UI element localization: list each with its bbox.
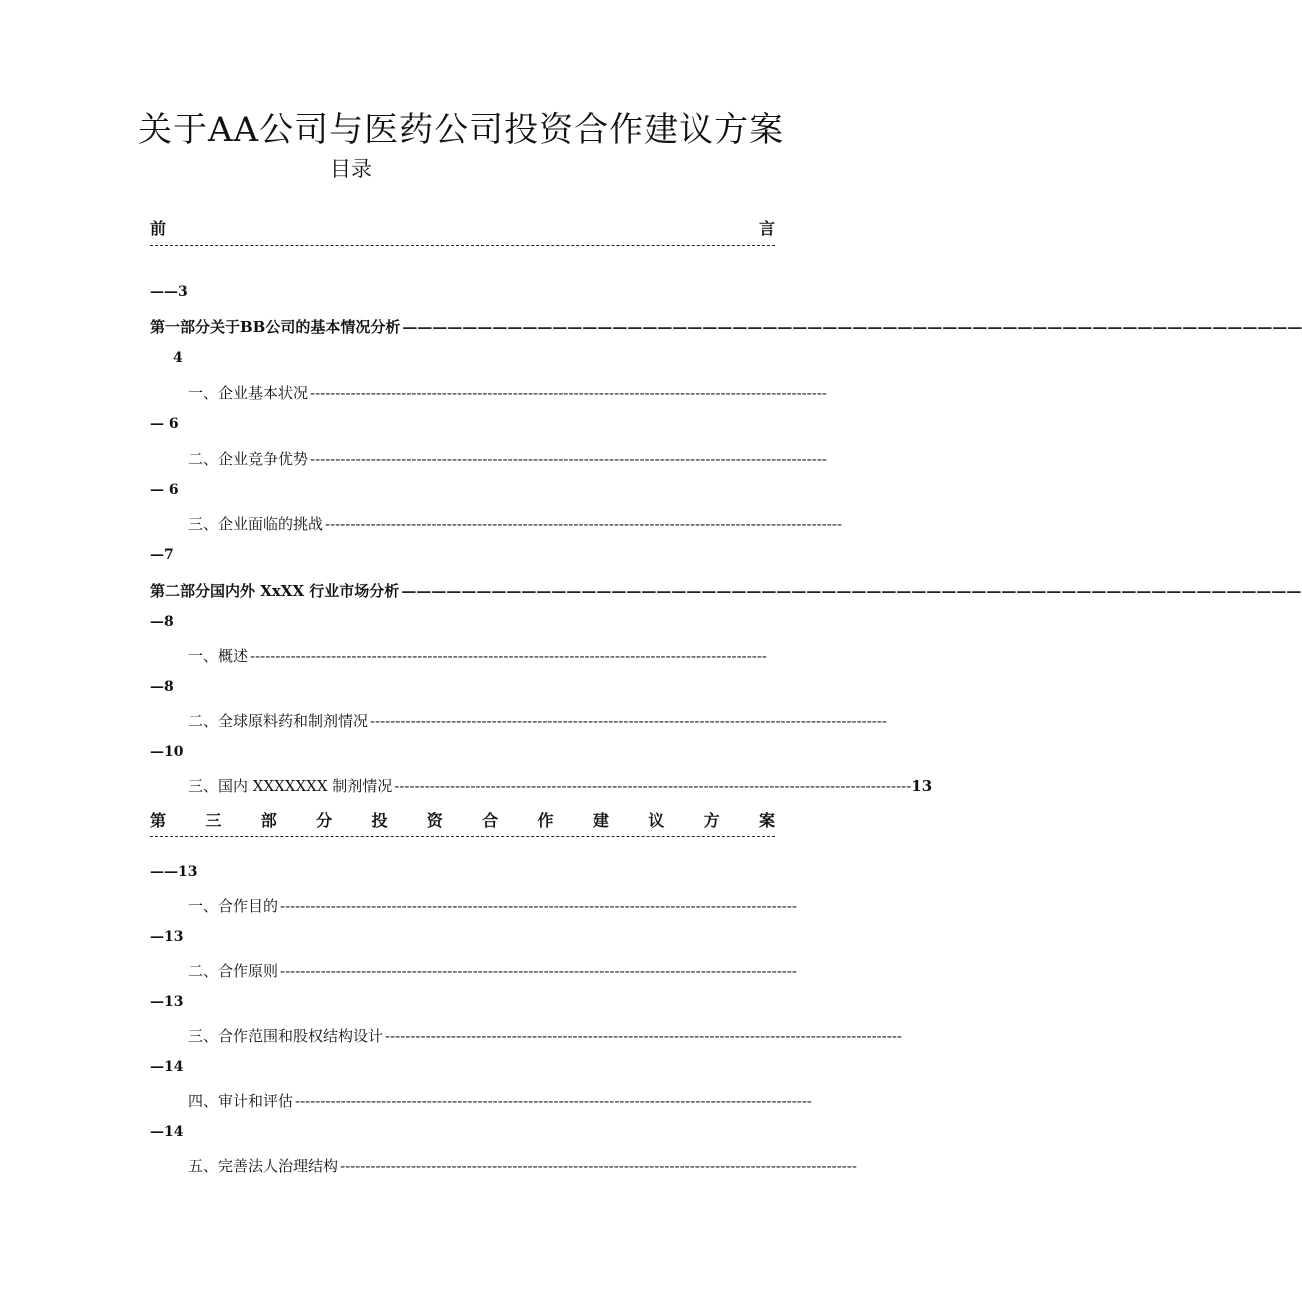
leader-dashes: ------------------------------------------------------------------------------------------------------ xyxy=(250,647,767,665)
toc-entry xyxy=(188,960,797,981)
leader-dashes: ------------------------------------------------------------------------------------------------------ xyxy=(280,897,797,915)
toc-entry xyxy=(188,775,933,796)
toc-label: 二、企业竞争优势 xyxy=(188,450,309,468)
toc-label: 三、国内 XXXXXXX 制剂情况 xyxy=(188,777,393,795)
leader-dashes: ------------------------------------------------------------------------------------------------------ xyxy=(325,515,842,533)
toc-label: 一、概述 xyxy=(188,647,249,665)
leader-line xyxy=(150,245,775,246)
toc-entry-part3 xyxy=(150,808,775,831)
leader-dashes: ------------------------------------------------------------------------------------------------------ xyxy=(394,777,912,795)
document-title: 关于AA公司与医药公司投资合作建议方案 xyxy=(138,110,785,150)
part3-char: 议 xyxy=(648,811,665,830)
toc-entry xyxy=(188,513,842,534)
leader-dashes: ------------------------------------------------------------------------------------------------------ xyxy=(340,1157,857,1175)
leader-line xyxy=(150,836,775,837)
toc-label: 二、合作原则 xyxy=(188,962,279,980)
toc-entry xyxy=(188,382,827,403)
part3-char: 方 xyxy=(703,811,720,830)
toc-page-number: —13 xyxy=(150,929,184,945)
toc-entry xyxy=(188,448,827,469)
toc-entry-part2 xyxy=(150,580,1302,601)
toc-page-number: —8 xyxy=(150,614,174,630)
toc-label: 二、全球原料药和制剂情况 xyxy=(188,712,369,730)
toc-label: 三、合作范围和股权结构设计 xyxy=(188,1027,384,1045)
part3-char: 案 xyxy=(758,811,775,830)
leader-dashes: ———————————————————————————————————————————————————————————— xyxy=(401,582,1302,600)
part3-char: 资 xyxy=(426,811,443,830)
toc-page-number: —7 xyxy=(150,547,174,563)
toc-label: 第二部分国内外 XxXX 行业市场分析 xyxy=(150,582,400,600)
leader-dashes: ------------------------------------------------------------------------------------------------------ xyxy=(310,450,827,468)
toc-page-number: —14 xyxy=(150,1124,184,1140)
toc-page-number: 13 xyxy=(911,777,933,795)
leader-dashes: ------------------------------------------------------------------------------------------------------ xyxy=(295,1092,812,1110)
part3-char: 合 xyxy=(482,811,499,830)
toc-page-number: — 6 xyxy=(150,416,179,432)
toc-entry-preface xyxy=(150,216,775,239)
toc-page-number: — 6 xyxy=(150,482,179,498)
preface-char: 前 xyxy=(150,219,167,238)
part3-char: 建 xyxy=(592,811,609,830)
part3-char: 作 xyxy=(537,811,554,830)
toc-label: 一、合作目的 xyxy=(188,897,279,915)
toc-heading: 目录 xyxy=(330,157,372,181)
toc-entry-part1 xyxy=(150,316,1302,337)
leader-dashes: ------------------------------------------------------------------------------------------------------ xyxy=(370,712,887,730)
toc-page-number: ——13 xyxy=(150,864,198,880)
part3-char: 投 xyxy=(371,811,388,830)
leader-dashes: ------------------------------------------------------------------------------------------------------ xyxy=(310,384,827,402)
part3-char: 分 xyxy=(316,811,333,830)
toc-page-number: ——3 xyxy=(150,284,188,300)
toc-entry xyxy=(188,645,775,666)
toc-page-number: —10 xyxy=(150,744,184,760)
toc-page-number: 4 xyxy=(173,350,183,366)
leader-dashes: ------------------------------------------------------------------------------------------------------ xyxy=(280,962,797,980)
preface-char: 言 xyxy=(758,219,775,238)
toc-page-number: —13 xyxy=(150,994,184,1010)
leader-dashes: ------------------------------------------------------------------------------------------------------ xyxy=(385,1027,902,1045)
toc-label: 四、审计和评估 xyxy=(188,1092,294,1110)
part3-char: 三 xyxy=(205,811,222,830)
toc-page-number: —14 xyxy=(150,1059,184,1075)
toc-entry xyxy=(188,1155,857,1176)
toc-label: 五、完善法人治理结构 xyxy=(188,1157,339,1175)
toc-entry xyxy=(188,710,887,731)
part3-char: 部 xyxy=(260,811,277,830)
toc-entry xyxy=(188,895,797,916)
toc-label: 第一部分关于BB公司的基本情况分析 xyxy=(150,318,401,336)
toc-label: 三、企业面临的挑战 xyxy=(188,515,324,533)
part3-char: 第 xyxy=(150,811,167,830)
leader-dashes: ———————————————————————————————————————————————————————————— xyxy=(402,318,1302,336)
toc-label: 一、企业基本状况 xyxy=(188,384,309,402)
toc-entry xyxy=(188,1025,902,1046)
toc-page-number: —8 xyxy=(150,679,174,695)
toc-entry xyxy=(188,1090,812,1111)
